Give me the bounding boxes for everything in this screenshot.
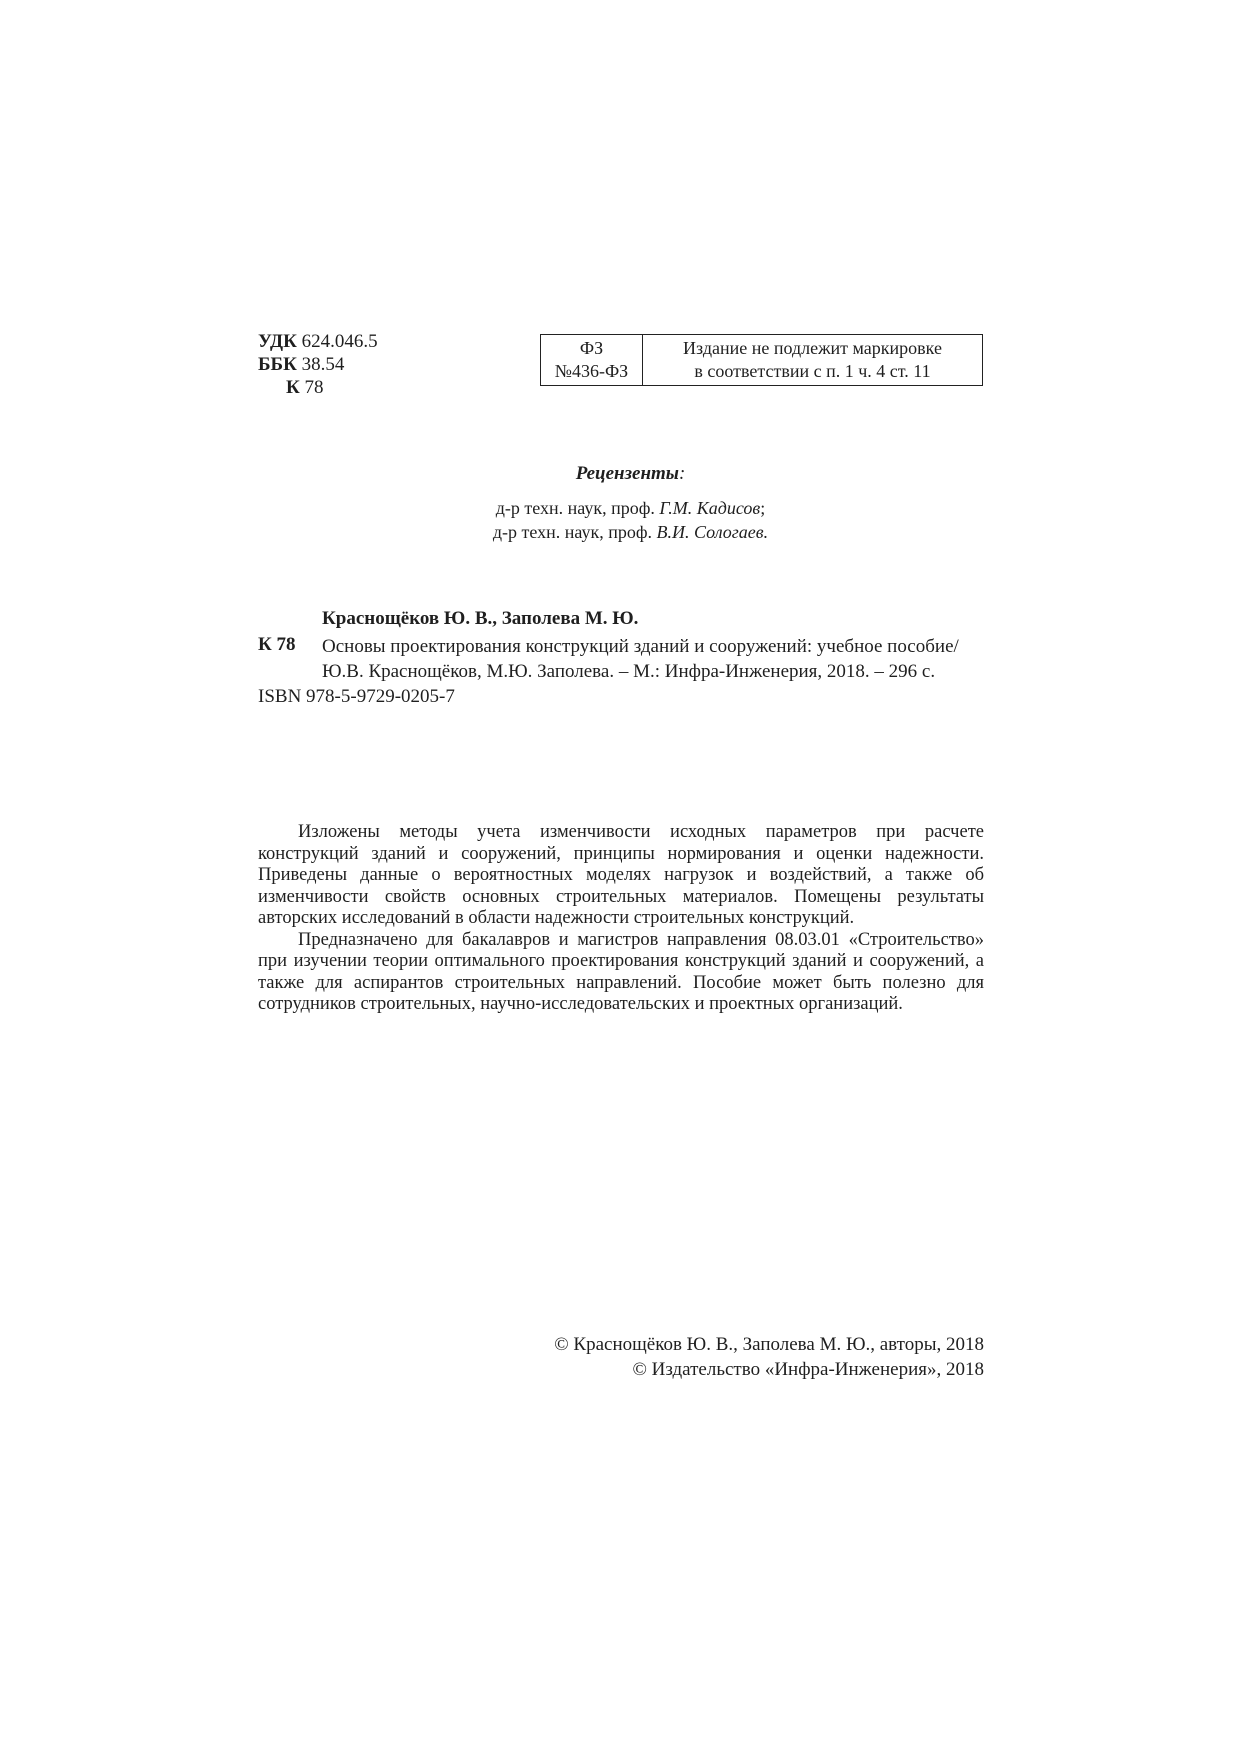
udk-code: УДК 624.046.5 <box>258 331 378 352</box>
reviewer-item: д-р техн. наук, проф. Г.М. Кадисов; <box>495 498 766 518</box>
record-title-line: Основы проектирования конструкций зданий и сооружений: учебное пособие/ <box>322 636 959 657</box>
annotation <box>258 822 984 1016</box>
reviewers-list <box>0 496 1241 544</box>
law-marking-box <box>540 334 983 386</box>
record-authors: Краснощёков Ю. В., Заполева М. Ю. <box>322 608 639 629</box>
bbk-code: ББК 38.54 <box>258 354 345 375</box>
annotation-paragraph: Изложены методы учета изменчивости исходных параметров при расчете конструкций зданий и сооружений, принципы нормирования и оценки надежности. Приведены данные о вероятностных моделях нагрузок и воздействий, а также об изменчивости свойств основных строительных материалов. Помещены результаты авторских исследований в области надежности строительных конструкций. <box>258 822 984 928</box>
reviewer-item: д-р техн. наук, проф. В.И. Сологаев. <box>492 522 769 542</box>
annotation-paragraph: Предназначено для бакалавров и магистров направления 08.03.01 «Строительство» при изучении теории оптимального проектирования конструкций зданий и сооружений, а также для аспирантов строительных направлений. Пособие может быть полезно для сотрудников строительных, научно-исследовательских и проектных организаций. <box>258 929 984 1014</box>
reviewers-heading: Рецензенты: <box>575 463 686 484</box>
record-publisher-line: Ю.В. Краснощёков, М.Ю. Заполева. – М.: Инфра-Инженерия, 2018. – 296 с. <box>322 661 936 682</box>
copyright-publisher: © Издательство «Инфра-Инженерия», 2018 <box>632 1359 984 1380</box>
copyright-authors: © Краснощёков Ю. В., Заполева М. Ю., авторы, 2018 <box>554 1334 984 1355</box>
record-code: К 78 <box>258 634 296 655</box>
law-reference-cell: ФЗ №436-ФЗ <box>541 335 643 385</box>
copyright-block <box>500 1332 984 1382</box>
bibliographic-record <box>322 634 984 684</box>
marking-note-cell: Издание не подлежит маркировке в соответствии с п. 1 ч. 4 ст. 11 <box>683 338 942 381</box>
author-mark: К 78 <box>286 377 324 398</box>
isbn: ISBN 978-5-9729-0205-7 <box>258 686 455 707</box>
classification-codes <box>258 330 378 399</box>
